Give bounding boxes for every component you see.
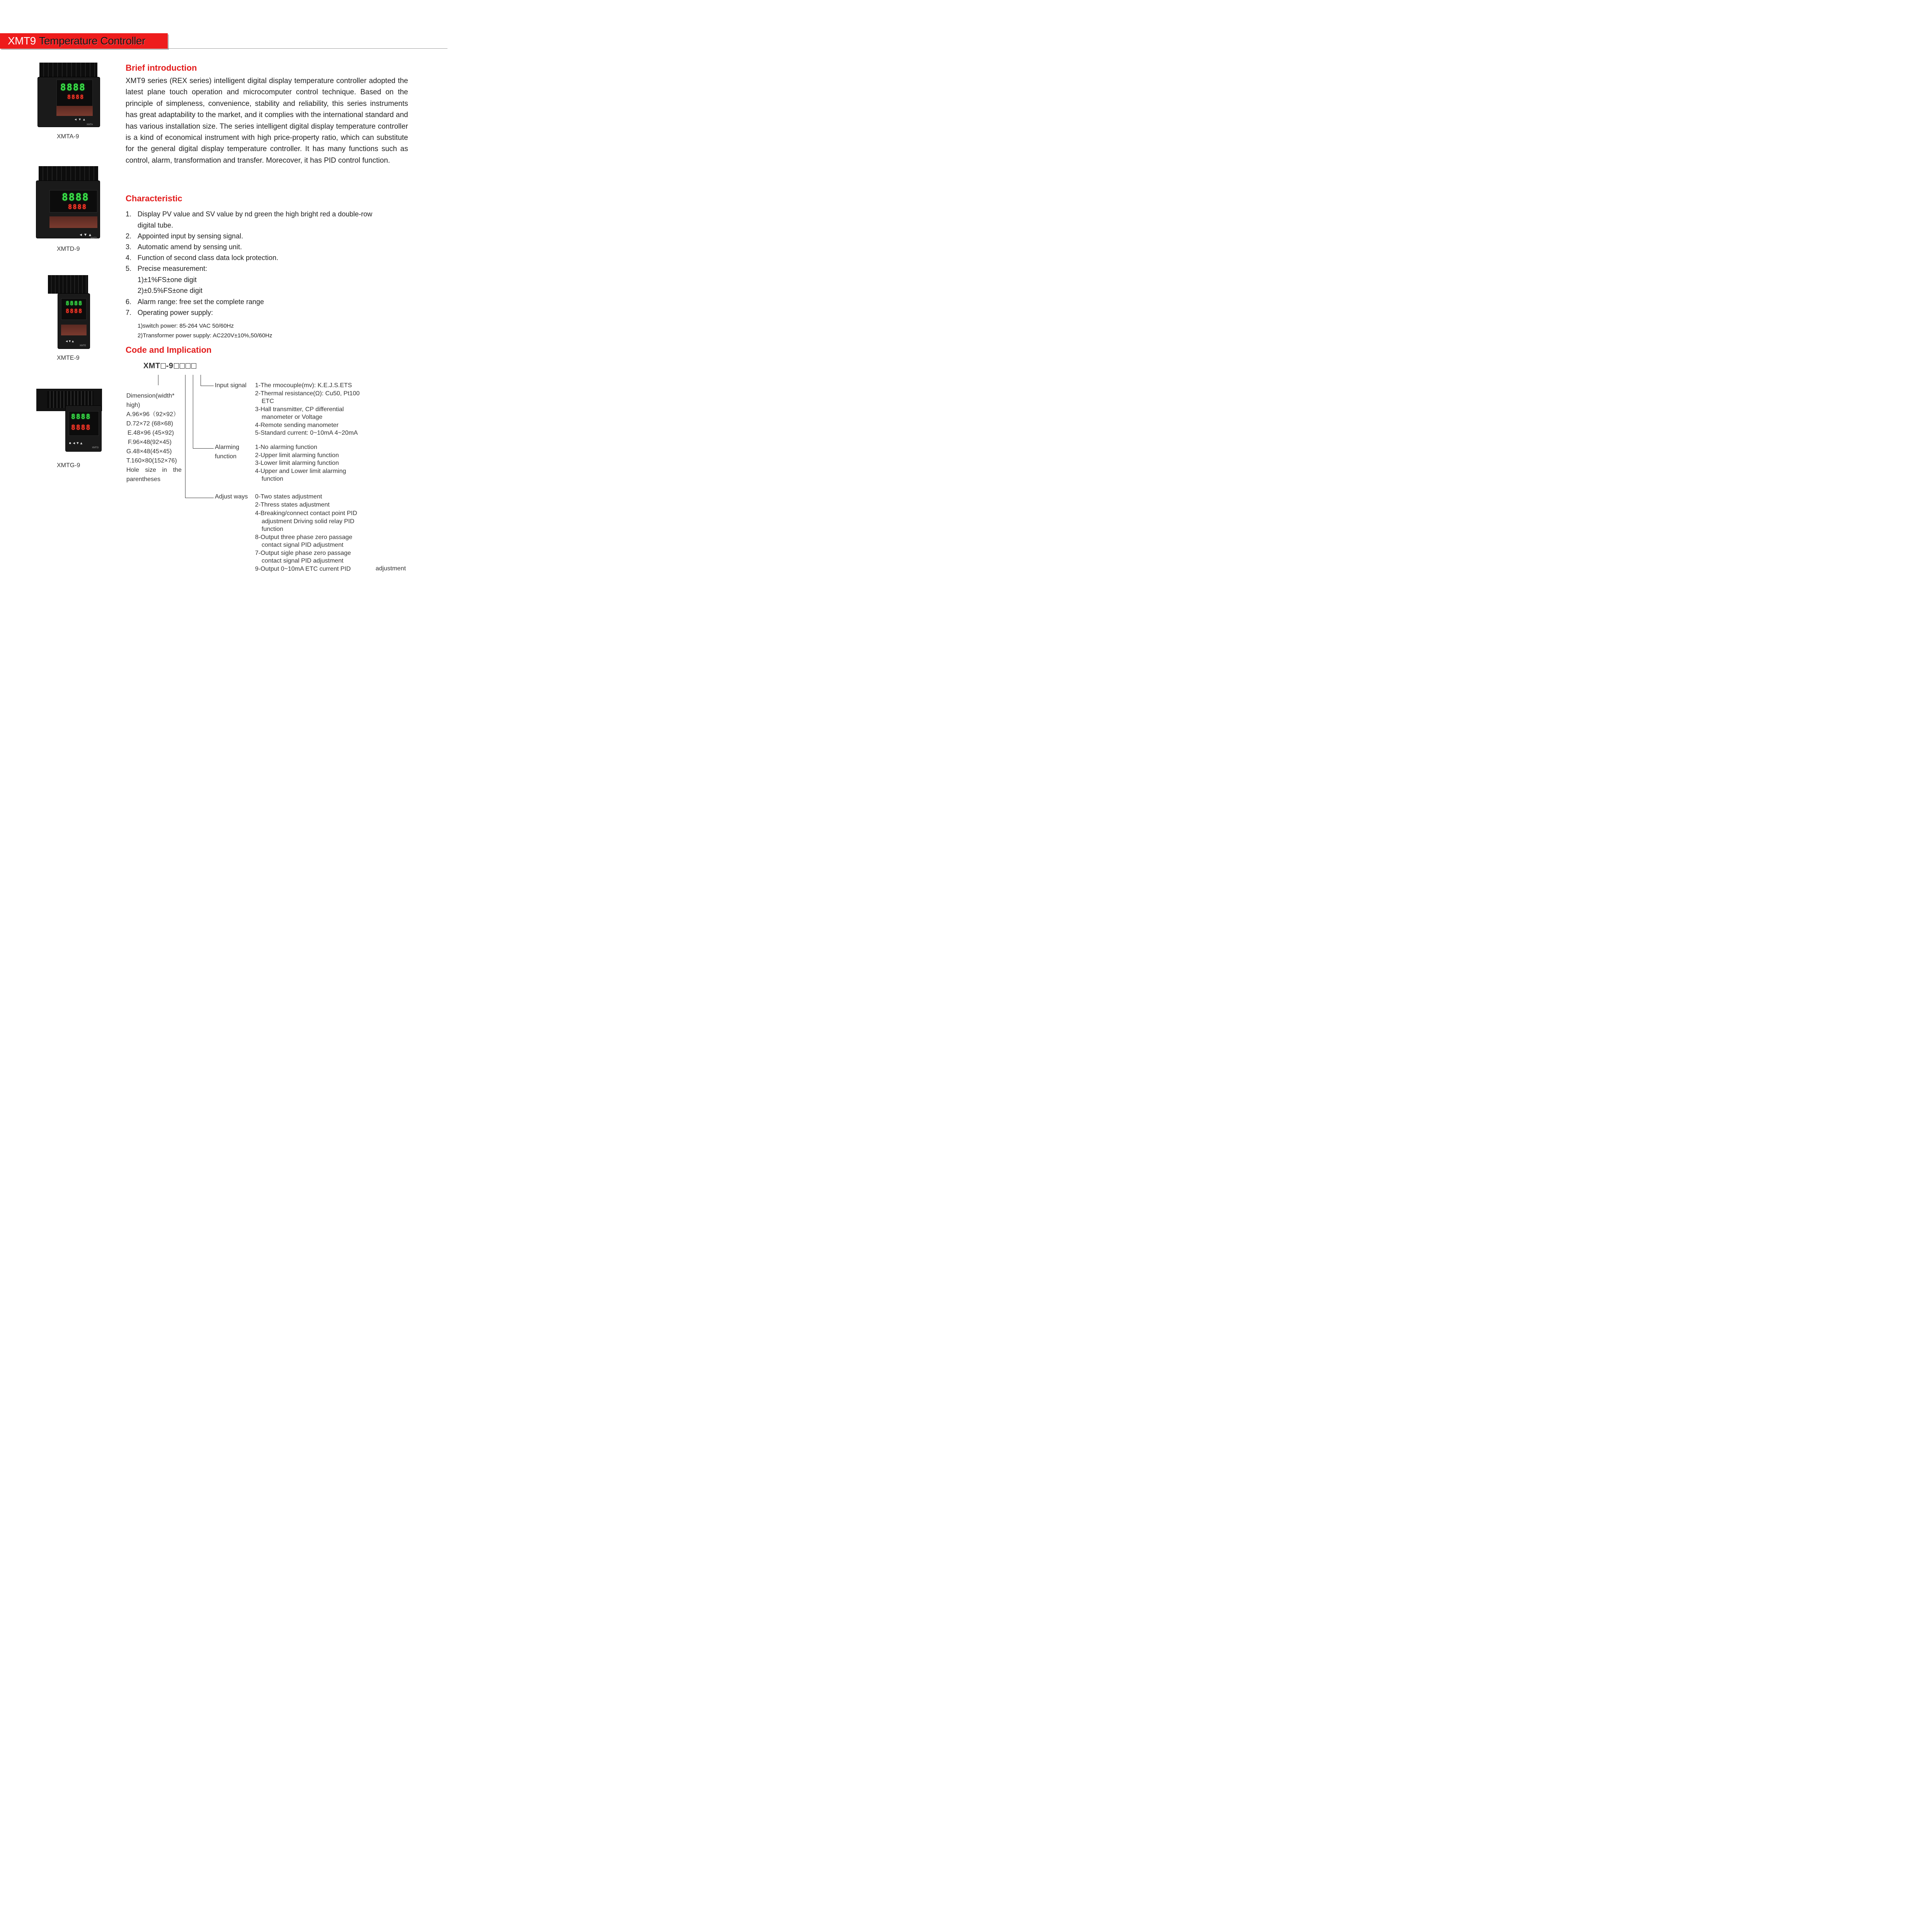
option: 1-The rmocouple(mv): K.E.J.S.ETS: [255, 382, 352, 389]
pv-display: 8888: [66, 300, 83, 307]
option: 2-Thermal resistance(Ω): Cu50, Pt100 ETC: [255, 390, 360, 405]
alarming-label: Alarming: [215, 444, 240, 451]
header-banner: [0, 33, 168, 49]
dimension-size: E.48×96 (45×92): [128, 430, 174, 436]
option: 4-Upper and Lower limit alarming function: [255, 468, 346, 482]
dimension-size: F.96×48(92×45): [128, 439, 172, 446]
intro-heading: Brief introduction: [126, 63, 197, 73]
option: 7-Output sigle phase zero passage contact signal PID adjustment: [255, 549, 351, 564]
pv-display: 8888: [60, 82, 86, 93]
sv-display: 8888: [67, 94, 85, 100]
header-title: Temperature Controller: [39, 35, 146, 47]
input-signal-options: [255, 382, 370, 437]
alarming-options: [255, 444, 367, 483]
option: 2-Thress states adjustment: [255, 501, 330, 508]
option: 4-Remote sending manometer: [255, 422, 339, 429]
dimension-size: G.48×48(45×45): [126, 448, 172, 455]
placeholder-box: [161, 363, 166, 369]
option: 3-Lower limit alarming function: [255, 460, 339, 466]
sv-display: 8888: [68, 203, 87, 211]
caption-xmta: XMTA-9: [57, 133, 79, 140]
characteristic-heading: Characteristic: [126, 194, 182, 203]
code-heading: Code and Implication: [126, 345, 212, 355]
dimension-size: T.160×80(152×76): [126, 457, 177, 464]
header-model: XMT9: [8, 35, 36, 47]
caption-xmte: XMTE-9: [57, 355, 80, 361]
brand-label: XMTE: [80, 345, 86, 347]
dimension-title: high): [126, 402, 140, 408]
dimension-block: [126, 391, 182, 484]
option: 4-Breaking/connect contact point PID adjustment Driving solid relay PID function: [255, 510, 357, 532]
dimension-note: Hole size in the: [126, 467, 182, 473]
model-code: [143, 362, 197, 371]
brand-label: XMTG: [92, 447, 99, 449]
product-xmtg-image: [36, 389, 102, 452]
option: 3-Hall transmitter, CP differential manometer or Voltage: [255, 406, 344, 420]
alarming-label: function: [215, 453, 237, 460]
option: 1-No alarming function: [255, 444, 317, 451]
brand-label: XMTD: [90, 237, 97, 240]
product-xmta-image: [38, 62, 100, 127]
dimension-size: D.72×72 (68×68): [126, 420, 173, 427]
option: 0-Two states adjustment: [255, 493, 322, 500]
button-icons: ◂▾▴: [66, 339, 75, 344]
option: 9-Output 0~10mA ETC current PID: [255, 565, 351, 572]
brand-label: XMTA: [87, 124, 93, 126]
adjust-option-tail: adjustment: [376, 565, 406, 572]
button-icons: ◂▾▴: [80, 232, 94, 237]
product-xmte-image: [46, 275, 90, 349]
placeholder-box: [185, 363, 191, 369]
placeholder-box: [191, 363, 196, 369]
model-code-prefix: XMT: [143, 362, 160, 370]
dimension-note: parentheses: [126, 476, 161, 483]
placeholder-box: [174, 363, 179, 369]
caption-xmtg: XMTG-9: [57, 462, 80, 469]
pv-display: 8888: [71, 413, 91, 421]
model-code-mid: -9: [166, 362, 173, 370]
dimension-size: A.96×96（92×92）: [126, 411, 179, 418]
placeholder-box: [180, 363, 185, 369]
option: 2-Upper limit alarming function: [255, 452, 339, 459]
adjust-options: [255, 493, 370, 573]
option: 5-Standard current: 0~10mA 4~20mA: [255, 430, 358, 436]
intro-paragraph: XMT9 series (REX series) intelligent digital display temperature controller adopted the latest plane touch operation and microcomputer control technique. Based on the principle of simpleness, convenience, stability and reliability, this series instruments has great adaptability to the market, and it complies with the international standard and has various installation size. The series intelligent digital display temperature controller is a kind of economical instrument with high price-property ratio, which can substitute for the general digital display temperature controller. It has many functions such as control, alarm, transformation and transfer. Morecover, it has PID control function.: [126, 77, 408, 165]
sv-display: 8888: [71, 423, 91, 432]
caption-xmtd: XMTD-9: [57, 246, 80, 252]
button-icons: ●◂▾▴: [69, 441, 84, 446]
adjust-ways-label: Adjust ways: [215, 493, 248, 500]
connector-line: [193, 448, 214, 449]
sv-display: 8888: [66, 308, 83, 315]
dimension-title: Dimension(width*: [126, 393, 175, 399]
input-signal-label: Input signal: [215, 382, 247, 389]
pv-display: 8888: [62, 192, 89, 203]
button-icons: ◂▾▴: [75, 117, 88, 122]
option: 8-Output three phase zero passage contact signal PID adjustment: [255, 534, 352, 548]
product-xmtd-image: [36, 165, 100, 238]
